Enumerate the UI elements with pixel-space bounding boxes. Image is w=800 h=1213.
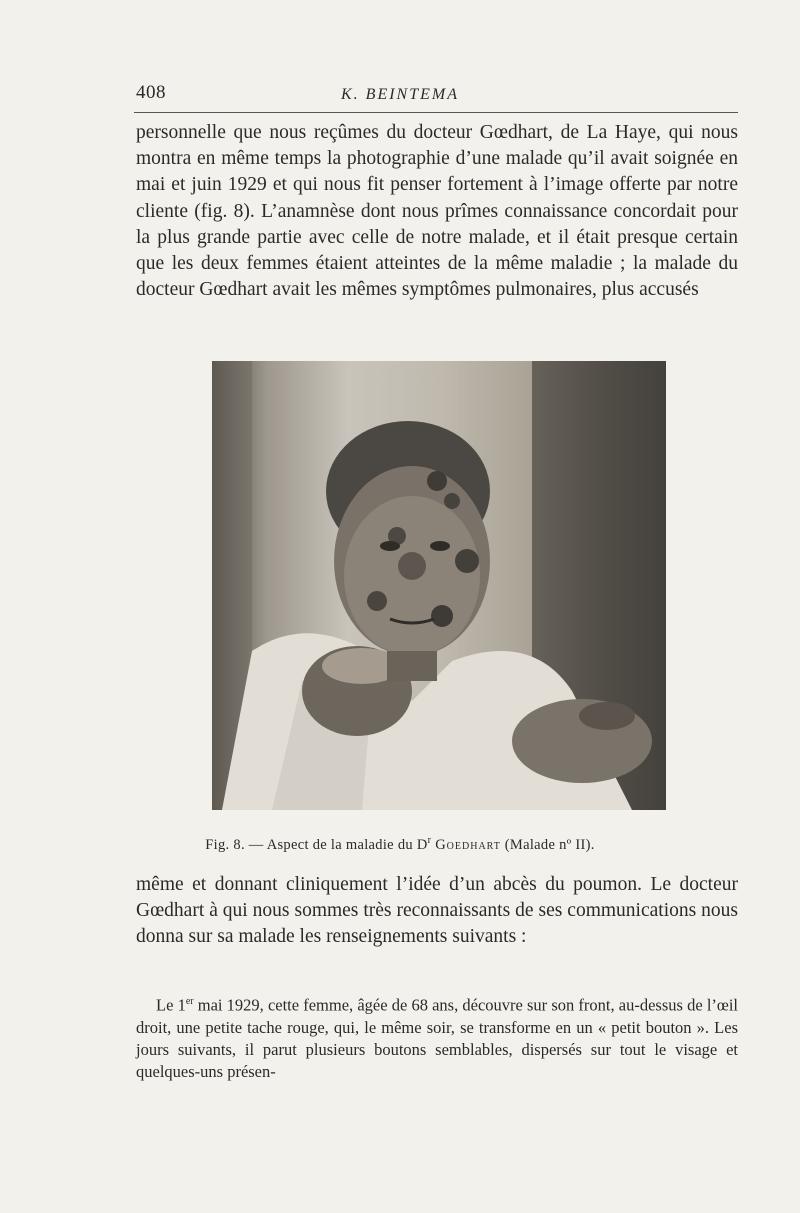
- case-text-start: Le 1: [156, 995, 186, 1015]
- page-number: 408: [136, 82, 166, 103]
- body-paragraph-mid: même et donnant cliniquement l’idée d’un abcès du poumon. Le docteur Gœdhart à qui nous sommes très reconnaissants de ses communications nous donna sur sa malade les renseignements suivants :: [136, 874, 738, 948]
- case-text-rest: mai 1929, cette femme, âgée de 68 ans, découvre sur son front, au-dessus de l’œil droit, une petite tache rouge, qui, le même soir, se transforme en un « petit bouton ». Les jours suivants, il parut plusieurs boutons semblables, dispersés sur tout le visage et quelques-uns présen-: [136, 995, 738, 1081]
- caption-text-start: Fig. 8. — Aspect de la maladie du D: [205, 836, 428, 853]
- figure-caption: [0, 835, 800, 854]
- caption-superscript: r: [427, 835, 432, 846]
- figure-photograph: [212, 361, 666, 810]
- running-head: K. BEINTEMA: [341, 86, 459, 103]
- caption-text-end: (Malade nº II).: [500, 836, 595, 853]
- body-paragraph-case: [136, 991, 738, 1083]
- header-rule: [134, 112, 738, 113]
- case-superscript: er: [185, 996, 194, 1007]
- body-paragraph-top: personnelle que nous reçûmes du docteur Gœdhart, de La Haye, qui nous montra en même temps la photographie d’une malade qu’il avait soignée en mai et juin 1929 et qui nous fit penser fortement à l’image offerte par notre cliente (fig. 8). L’anamnèse dont nous prîmes connaissance concordait pour la plus grande partie avec celle de notre malade, et il était presque certain que les deux femmes étaient atteintes de la même maladie ; la malade du docteur Gœdhart avait les mêmes symptômes pulmonaires, plus accusés: [136, 122, 738, 301]
- patient-photo-illustration: [212, 361, 666, 810]
- caption-doctor-name: Goedhart: [435, 836, 501, 853]
